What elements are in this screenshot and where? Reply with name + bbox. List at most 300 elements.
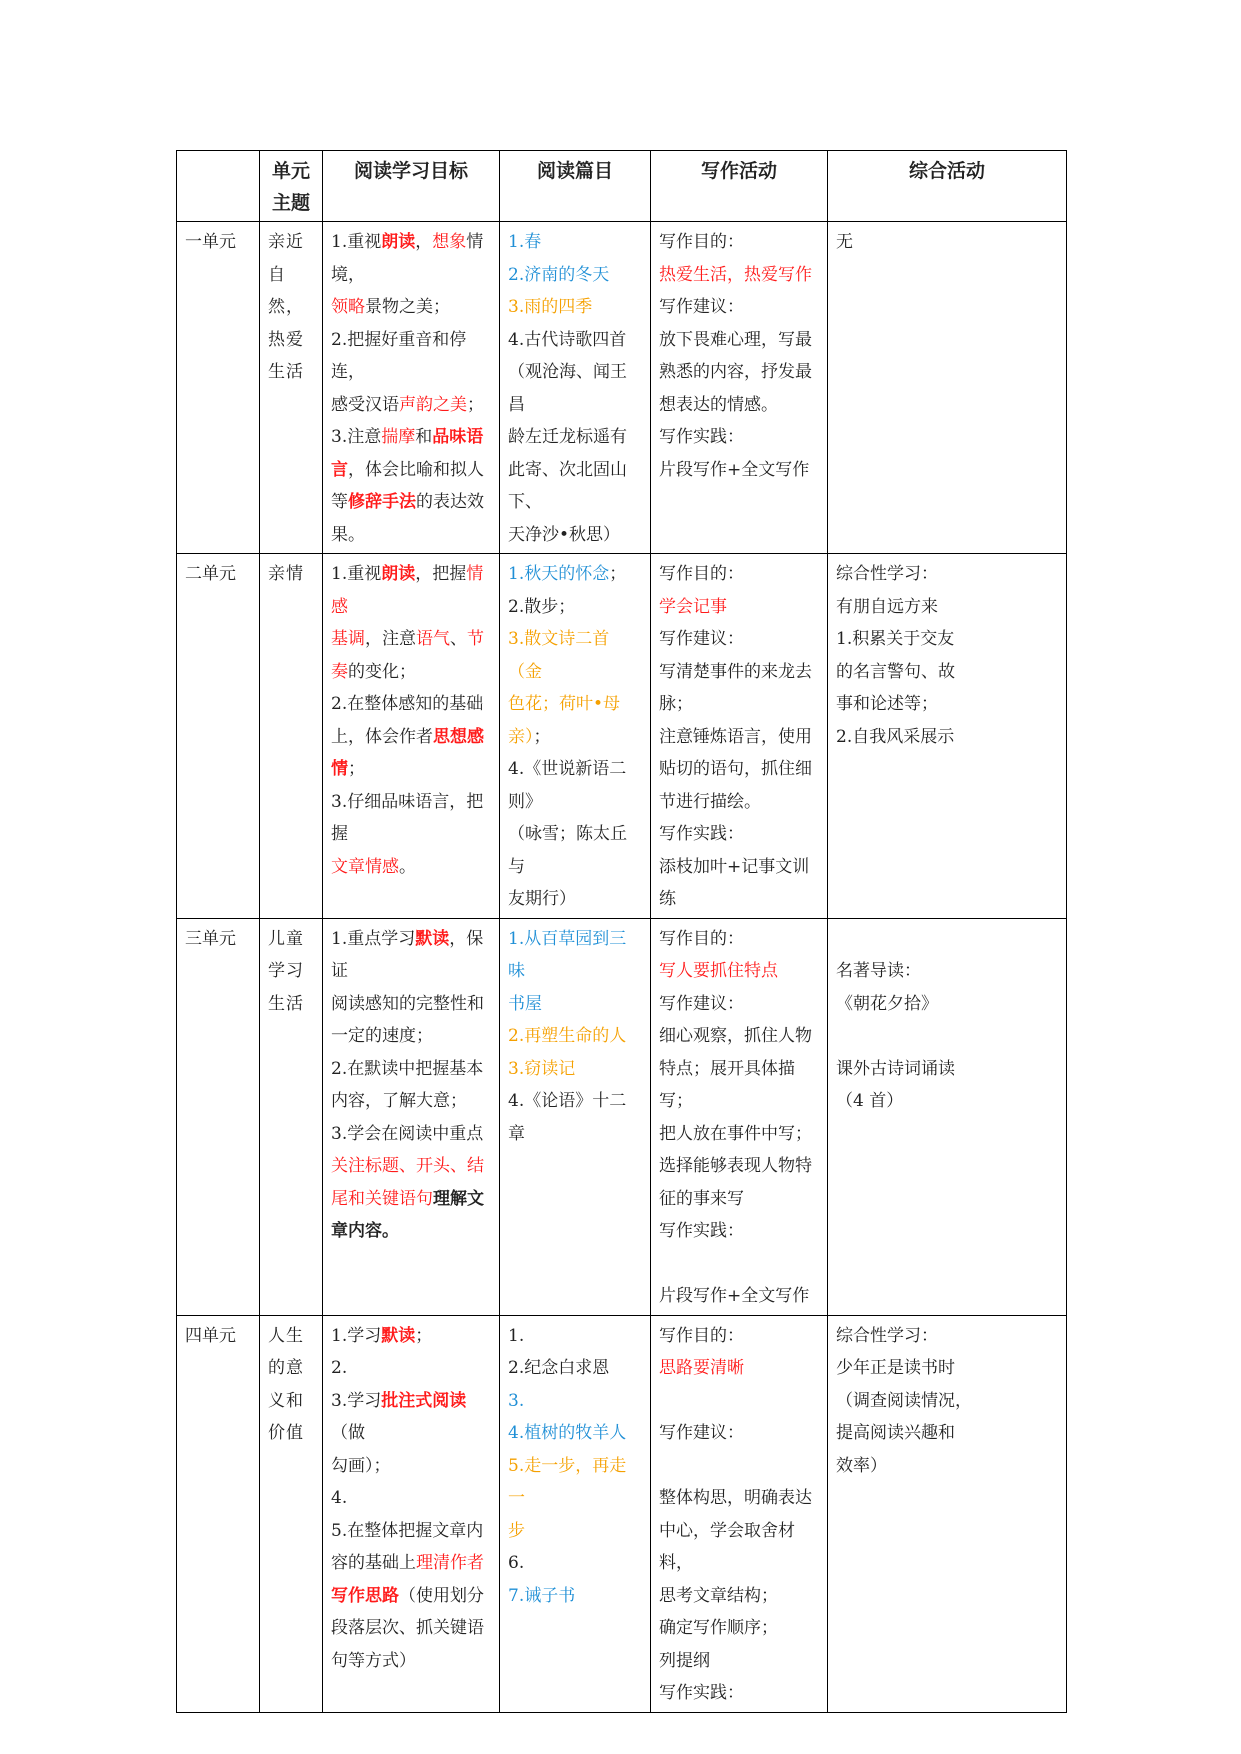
cell-line <box>508 623 642 688</box>
text-segment: 事和论述等； <box>836 694 938 714</box>
cell-line <box>836 1417 1058 1450</box>
header-cell-writing: 写作活动 <box>651 151 828 222</box>
cell-line <box>508 721 642 754</box>
text-segment: 尾和关键语句 <box>331 1188 433 1209</box>
text-segment: 细心观察，抓住人物 <box>659 1026 812 1046</box>
cell-line <box>331 786 491 851</box>
cell-line <box>508 753 642 818</box>
text-segment: （调查阅读情况， <box>836 1390 972 1411</box>
cell-line <box>836 1385 1058 1418</box>
cell-line <box>659 421 819 454</box>
text-segment: 注意锤炼语言，使用 <box>659 726 812 747</box>
cell-line <box>508 291 642 324</box>
text-segment: 2. <box>331 1358 348 1378</box>
integrated-activity-cell <box>828 554 1067 919</box>
text-segment: 熟悉的内容，抒发最 <box>659 362 812 382</box>
text-segment: 征的事来写 <box>659 1188 744 1209</box>
cell-line <box>331 688 491 721</box>
cell-line <box>836 721 1058 754</box>
text-segment: 一定的速度； <box>331 1026 433 1046</box>
text-segment: 有朋自远方来 <box>836 596 938 617</box>
cell-line <box>836 1352 1058 1385</box>
unit-plan-table <box>176 150 1067 1713</box>
cell-line <box>331 1150 491 1183</box>
text-segment: 批注式阅读 <box>381 1390 467 1411</box>
text-segment: 1.重视 <box>331 564 382 584</box>
text-segment: 节 <box>467 629 484 649</box>
cell-line <box>508 1020 642 1053</box>
cell-line <box>331 1085 491 1118</box>
text-segment: 3.学习 <box>331 1390 382 1411</box>
text-segment: 学会记事 <box>659 596 727 617</box>
text-segment: （4 首） <box>836 1091 904 1111</box>
cell-line <box>659 688 819 721</box>
cell-line <box>659 988 819 1021</box>
cell-line <box>659 883 819 916</box>
cell-line <box>508 1417 642 1450</box>
cell-line <box>331 623 491 656</box>
text-segment: 上，体会作者 <box>331 726 433 747</box>
text-segment: （咏雪；陈太丘与 <box>508 824 627 877</box>
cell-line <box>331 721 491 754</box>
text-segment: 写作思路 <box>331 1585 399 1606</box>
text-segment: ，注意 <box>365 629 416 649</box>
cell-line <box>659 1150 819 1183</box>
text-segment: 课外古诗词诵读 <box>836 1058 955 1079</box>
header-cell-activity: 综合活动 <box>828 151 1067 222</box>
cell-line <box>659 923 819 956</box>
cell-line <box>508 988 642 1021</box>
text-segment: 列提纲 <box>659 1650 710 1671</box>
cell-line <box>331 1580 491 1613</box>
cell-line <box>331 454 491 487</box>
text-segment: ，把握 <box>415 564 467 584</box>
text-segment: 把人放在事件中写； <box>659 1123 812 1144</box>
text-segment: 、 <box>450 629 467 649</box>
text-segment: 3. <box>508 1390 525 1411</box>
cell-line <box>836 1085 1058 1118</box>
cell-line <box>331 1053 491 1086</box>
text-segment: 少年正是读书时 <box>836 1358 955 1378</box>
unit-theme: 亲情 <box>260 554 323 919</box>
text-segment: 句等方式） <box>331 1650 416 1671</box>
text-segment: 的名言警句、故 <box>836 661 955 682</box>
cell-line <box>659 1417 819 1450</box>
text-segment: ； <box>533 726 551 747</box>
text-segment: 的表达效 <box>416 492 484 512</box>
text-segment: 贴切的语句，抓住细 <box>659 759 812 779</box>
text-segment: 节进行描绘。 <box>659 791 761 812</box>
reading-texts-cell <box>500 222 651 554</box>
text-segment: 4.古代诗歌四首 <box>508 329 627 350</box>
text-segment: 景物之美； <box>365 297 450 317</box>
text-segment: 2.把握好重音和停连， <box>331 329 467 382</box>
text-segment: 和 <box>415 427 433 447</box>
cell-line <box>508 454 642 519</box>
unit-theme: 人生的意义和价值 <box>260 1315 323 1712</box>
header-cell-texts: 阅读篇目 <box>500 151 651 222</box>
text-segment: 3.窃读记 <box>508 1058 576 1079</box>
cell-line <box>836 656 1058 689</box>
text-segment: 综合性学习： <box>836 564 938 584</box>
text-segment: 容的基础上 <box>331 1553 416 1573</box>
cell-line <box>508 1053 642 1086</box>
text-segment: 写作建议： <box>659 993 744 1014</box>
text-segment: 思想感 <box>433 726 484 747</box>
cell-line <box>508 1320 642 1353</box>
reading-goals-cell <box>323 918 500 1315</box>
reading-goals-cell <box>323 222 500 554</box>
header-row <box>177 151 1067 222</box>
text-segment: 确定写作顺序； <box>659 1618 778 1638</box>
cell-line <box>508 1547 642 1580</box>
cell-line <box>659 1248 819 1281</box>
text-segment: 此寄、次北固山下、 <box>508 459 627 512</box>
cell-line <box>331 1482 491 1515</box>
cell-line <box>331 1450 491 1483</box>
text-segment: 奏 <box>331 661 348 682</box>
cell-line <box>659 721 819 754</box>
cell-line <box>659 389 819 422</box>
cell-line <box>659 851 819 884</box>
text-segment: 的变化； <box>348 661 416 682</box>
cell-line <box>836 226 1058 259</box>
cell-line <box>659 226 819 259</box>
cell-line <box>508 1450 642 1515</box>
cell-line <box>659 1053 819 1118</box>
cell-line <box>331 558 491 623</box>
cell-line <box>508 1085 642 1150</box>
text-segment: 默读 <box>415 928 450 949</box>
cell-line <box>331 1385 491 1450</box>
text-segment: 1.春 <box>508 232 542 252</box>
text-segment: 3.仔细品味语言，把握 <box>331 791 484 844</box>
text-segment: 5.走一步，再走一 <box>508 1455 627 1508</box>
writing-activity-cell <box>651 918 828 1315</box>
cell-line <box>659 259 819 292</box>
text-segment: 理清作者 <box>416 1553 484 1573</box>
text-segment: 整体构思，明确表达 <box>659 1488 812 1508</box>
text-segment: 综合性学习： <box>836 1325 938 1346</box>
cell-line <box>331 1352 491 1385</box>
reading-goals-cell <box>323 554 500 919</box>
cell-line <box>331 753 491 786</box>
cell-line <box>659 1580 819 1613</box>
text-segment: 2.济南的冬天 <box>508 264 610 285</box>
text-segment: 写作目的： <box>659 928 744 949</box>
cell-line <box>508 883 642 916</box>
cell-line <box>659 786 819 819</box>
text-segment: 写作建议： <box>659 297 744 317</box>
text-segment: 练 <box>659 889 676 909</box>
text-segment: 中心，学会取舍材料， <box>659 1520 795 1573</box>
text-segment: 2.纪念白求恩 <box>508 1358 610 1378</box>
text-segment: 1.重点学习 <box>331 928 416 949</box>
cell-line <box>508 591 642 624</box>
text-segment: ； <box>415 1325 433 1346</box>
cell-line <box>659 454 819 487</box>
cell-line <box>659 324 819 357</box>
text-segment: 书屋 <box>508 993 542 1014</box>
text-segment: 友期行） <box>508 889 576 909</box>
cell-line <box>836 623 1058 656</box>
cell-line <box>836 1020 1058 1053</box>
text-segment: 领略 <box>331 297 365 317</box>
text-segment: 名著导读： <box>836 961 921 981</box>
text-segment: 想表达的情感。 <box>659 394 778 415</box>
reading-texts-cell <box>500 918 651 1315</box>
cell-line <box>331 656 491 689</box>
cell-line <box>659 591 819 624</box>
text-segment: 感受汉语 <box>331 394 399 415</box>
text-segment: 放下畏难心理，写最 <box>659 329 812 350</box>
cell-line <box>508 259 642 292</box>
text-segment: 写人要抓住特点 <box>659 961 778 981</box>
text-segment: 言 <box>331 459 348 480</box>
cell-line <box>508 818 642 883</box>
header-cell-goals: 阅读学习目标 <box>323 151 500 222</box>
cell-line <box>836 988 1058 1021</box>
cell-line <box>836 923 1058 956</box>
text-segment: 勾画）； <box>331 1455 391 1476</box>
integrated-activity-cell <box>828 222 1067 554</box>
cell-line <box>659 1215 819 1248</box>
text-segment: 写清楚事件的来龙去 <box>659 661 812 682</box>
cell-line <box>331 421 491 454</box>
cell-line <box>508 923 642 988</box>
cell-line <box>659 356 819 389</box>
cell-line <box>508 519 642 552</box>
text-segment: ； <box>467 394 484 415</box>
text-segment: 想象 <box>432 232 467 252</box>
header-cell-theme: 单元主题 <box>260 151 323 222</box>
cell-line <box>331 923 491 988</box>
cell-line <box>659 1612 819 1645</box>
text-segment: 修辞手法 <box>348 492 416 512</box>
cell-line <box>331 1020 491 1053</box>
text-segment: 特点；展开具体描写； <box>659 1058 795 1111</box>
cell-line <box>331 291 491 324</box>
cell-line <box>508 324 642 357</box>
text-segment: 色花；荷叶•母 <box>508 694 621 714</box>
text-segment: 。 <box>399 856 416 877</box>
text-segment: 内容，了解大意； <box>331 1091 467 1111</box>
text-segment: 亲） <box>508 726 534 747</box>
unit-row-4 <box>177 1315 1067 1712</box>
text-segment: 基调 <box>331 629 365 649</box>
text-segment: 朗读 <box>381 232 416 252</box>
cell-line <box>659 291 819 324</box>
cell-line <box>331 226 491 291</box>
text-segment: 写作实践： <box>659 427 744 447</box>
cell-line <box>659 1020 819 1053</box>
reading-texts-cell <box>500 1315 651 1712</box>
writing-activity-cell <box>651 554 828 919</box>
cell-line <box>331 1118 491 1151</box>
reading-texts-cell <box>500 554 651 919</box>
reading-goals-cell <box>323 1315 500 1712</box>
cell-line <box>508 226 642 259</box>
text-segment: 4.《论语》十二章 <box>508 1091 627 1144</box>
text-segment: 果。 <box>331 524 365 545</box>
text-segment: 1.积累关于交友 <box>836 629 955 649</box>
unit-theme: 亲近自然，热爱生活 <box>260 222 323 554</box>
cell-line <box>331 1547 491 1580</box>
text-segment: ； <box>348 759 365 779</box>
cell-line <box>508 1385 642 1418</box>
text-segment: 写作目的： <box>659 1325 744 1346</box>
text-segment: （做 <box>331 1423 365 1443</box>
unit-row-2 <box>177 554 1067 919</box>
cell-line <box>659 1515 819 1580</box>
text-segment: 写作目的： <box>659 564 744 584</box>
cell-line <box>508 558 642 591</box>
cell-line <box>331 1215 491 1248</box>
cell-line <box>659 1482 819 1515</box>
cell-line <box>331 1320 491 1353</box>
text-segment: 步 <box>508 1520 525 1541</box>
text-segment: 龄左迁龙标遥有 <box>508 427 627 447</box>
text-segment: 2.自我风采展示 <box>836 726 955 747</box>
cell-line <box>836 688 1058 721</box>
cell-line <box>331 1515 491 1548</box>
unit-label: 三单元 <box>177 918 260 1315</box>
cell-line <box>331 1612 491 1645</box>
cell-line <box>508 1352 642 1385</box>
cell-line <box>508 1515 642 1548</box>
cell-line <box>659 558 819 591</box>
text-segment: （观沧海、闻王昌 <box>508 362 627 415</box>
cell-line <box>836 1450 1058 1483</box>
text-segment: ，保证 <box>331 928 484 981</box>
cell-line <box>836 591 1058 624</box>
text-segment: 等 <box>331 492 348 512</box>
text-segment: 效率） <box>836 1455 887 1476</box>
cell-line <box>659 656 819 689</box>
text-segment: 情感 <box>331 564 484 617</box>
text-segment: 提高阅读兴趣和 <box>836 1423 955 1443</box>
cell-line <box>331 1645 491 1678</box>
text-segment: 4.《世说新语二则》 <box>508 759 627 812</box>
text-segment: 1.重视 <box>331 232 382 252</box>
cell-line <box>659 1320 819 1353</box>
text-segment: 2.散步； <box>508 596 576 617</box>
text-segment: 关注标题、开头、结 <box>331 1156 484 1176</box>
text-segment: 脉； <box>659 694 693 714</box>
text-segment: 4. <box>331 1488 348 1508</box>
cell-line <box>659 1352 819 1385</box>
integrated-activity-cell <box>828 918 1067 1315</box>
unit-theme: 儿童学习生活 <box>260 918 323 1315</box>
writing-activity-cell <box>651 1315 828 1712</box>
text-segment: 文章情感 <box>331 856 399 877</box>
text-segment: 写作实践： <box>659 824 744 844</box>
text-segment: 1.秋天的怀念 <box>508 564 610 584</box>
text-segment: 热爱生活，热爱写作 <box>659 264 812 285</box>
cell-line <box>836 558 1058 591</box>
text-segment: 1. <box>508 1325 525 1346</box>
cell-line <box>836 955 1058 988</box>
text-segment: 3.雨的四季 <box>508 297 593 317</box>
cell-line <box>659 753 819 786</box>
text-segment: 揣摩 <box>381 427 416 447</box>
cell-line <box>331 389 491 422</box>
text-segment: 阅读感知的完整性和 <box>331 993 484 1014</box>
text-segment: 默读 <box>381 1325 416 1346</box>
text-segment: 天净沙•秋思） <box>508 524 621 545</box>
cell-line <box>836 1320 1058 1353</box>
text-segment: 2.在默读中把握基本 <box>331 1058 484 1079</box>
cell-line <box>508 688 642 721</box>
text-segment: 片段写作+全文写作 <box>659 1286 810 1306</box>
text-segment: 朗读 <box>381 564 416 584</box>
text-segment: 声韵之美 <box>399 394 467 415</box>
cell-line <box>659 1183 819 1216</box>
cell-line <box>508 356 642 421</box>
text-segment: 片段写作+全文写作 <box>659 459 810 480</box>
text-segment: 4.植树的牧羊人 <box>508 1423 627 1443</box>
text-segment: 写作目的： <box>659 232 744 252</box>
cell-line <box>331 1183 491 1216</box>
unit-label: 一单元 <box>177 222 260 554</box>
unit-row-1 <box>177 222 1067 554</box>
text-segment: ； <box>609 564 627 584</box>
text-segment: 写作实践： <box>659 1221 744 1241</box>
cell-line <box>331 988 491 1021</box>
cell-line <box>508 1580 642 1613</box>
text-segment: 章内容。 <box>331 1221 399 1241</box>
text-segment: 选择能够表现人物特 <box>659 1156 812 1176</box>
text-segment: 写作实践： <box>659 1683 744 1703</box>
text-segment: 《朝花夕拾》 <box>836 993 938 1014</box>
text-segment: 2.在整体感知的基础 <box>331 694 484 714</box>
text-segment: 品味语 <box>432 427 484 447</box>
integrated-activity-cell <box>828 1315 1067 1712</box>
cell-line <box>836 1053 1058 1086</box>
cell-line <box>659 818 819 851</box>
text-segment: 思路要清晰 <box>659 1358 744 1378</box>
text-segment: 2.再塑生命的人 <box>508 1026 627 1046</box>
text-segment: 情 <box>331 759 348 779</box>
text-segment: 写作建议： <box>659 1423 744 1443</box>
text-segment: 3.散文诗二首（金 <box>508 629 610 682</box>
text-segment: 1.学习 <box>331 1325 382 1346</box>
text-segment: 无 <box>836 232 853 252</box>
writing-activity-cell <box>651 222 828 554</box>
text-segment: 理解文 <box>433 1188 484 1209</box>
text-segment: 段落层次、抓关键语 <box>331 1618 484 1638</box>
text-segment: 3.学会在阅读中重点 <box>331 1123 484 1144</box>
text-segment: ， <box>415 232 433 252</box>
cell-line <box>659 1280 819 1313</box>
cell-line <box>659 1450 819 1483</box>
unit-row-3 <box>177 918 1067 1315</box>
text-segment: 1.从百草园到三味 <box>508 928 627 981</box>
cell-line <box>659 1118 819 1151</box>
unit-label: 二单元 <box>177 554 260 919</box>
cell-line <box>659 623 819 656</box>
text-segment: （使用划分 <box>399 1585 484 1606</box>
cell-line <box>659 955 819 988</box>
text-segment: 6. <box>508 1553 525 1573</box>
cell-line <box>659 1385 819 1418</box>
text-segment: 写作建议： <box>659 629 744 649</box>
text-segment: 思考文章结构； <box>659 1585 778 1606</box>
text-segment: 7.诫子书 <box>508 1585 576 1606</box>
cell-line <box>659 1645 819 1678</box>
unit-label: 四单元 <box>177 1315 260 1712</box>
text-segment: 5.在整体把握文章内 <box>331 1520 484 1541</box>
